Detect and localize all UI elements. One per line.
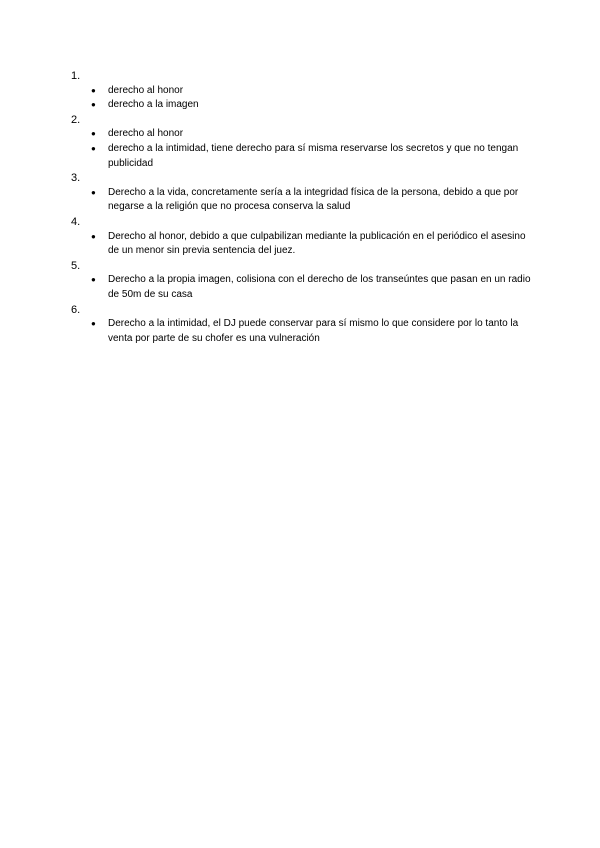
bullet-text: derecho a la imagen — [108, 99, 199, 111]
bullet-item — [91, 273, 533, 302]
bullet-icon: ● — [91, 100, 96, 110]
list-item-2 — [0, 113, 600, 171]
bullet-item — [91, 127, 533, 142]
item-number: 6. — [71, 303, 81, 316]
bullet-text: derecho al honor — [108, 84, 184, 96]
item-number: 3. — [71, 172, 81, 185]
item-number: 2. — [71, 113, 81, 126]
bullet-text: derecho al honor — [108, 128, 184, 140]
bullet-item — [91, 84, 533, 99]
item-number: 5. — [71, 259, 81, 272]
item-number: 1. — [71, 70, 81, 82]
list-item-1 — [0, 69, 600, 113]
bullet-text: derecho a la intimidad, tiene derecho para sí misma reservarse los secretos y que no tengan publicidad — [108, 142, 519, 169]
bullet-list — [0, 317, 600, 346]
bullet-list — [0, 273, 600, 302]
list-item-6 — [0, 303, 600, 347]
bullet-text: Derecho a la vida, concretamente sería a la integridad física de la persona, debido a que por negarse a la religión que no procesa conserva la salud — [108, 186, 519, 213]
bullet-item — [91, 142, 533, 171]
bullet-text: Derecho a la intimidad, el DJ puede conservar para sí mismo lo que considere por lo tanto la venta por parte de su chofer es una vulneración — [108, 318, 519, 344]
bullet-list — [0, 127, 600, 171]
bullet-icon: ● — [91, 85, 96, 95]
bullet-icon: ● — [91, 143, 96, 153]
bullet-icon: ● — [91, 129, 96, 139]
bullet-text: Derecho a la propia imagen, colisiona con el derecho de los transeúntes que pasan en un radio de 50m de su casa — [108, 274, 531, 300]
bullet-item — [91, 98, 533, 113]
bullet-item — [91, 317, 533, 346]
bullet-icon: ● — [91, 319, 96, 329]
bullet-item — [91, 186, 533, 215]
bullet-icon: ● — [91, 231, 96, 241]
bullet-icon: ● — [91, 275, 96, 285]
bullet-list — [0, 186, 600, 215]
list-item-4 — [0, 215, 600, 259]
item-number: 4. — [71, 215, 81, 228]
bullet-text: Derecho al honor, debido a que culpabilizan mediante la publicación en el periódico el asesino de un menor sin previa sentencia del juez. — [108, 230, 526, 257]
numbered-list — [0, 69, 600, 346]
bullet-list — [0, 230, 600, 259]
bullet-item — [91, 230, 533, 259]
bullet-icon: ● — [91, 187, 96, 197]
bullet-list — [0, 84, 600, 113]
list-item-3 — [0, 171, 600, 215]
list-item-5 — [0, 259, 600, 303]
